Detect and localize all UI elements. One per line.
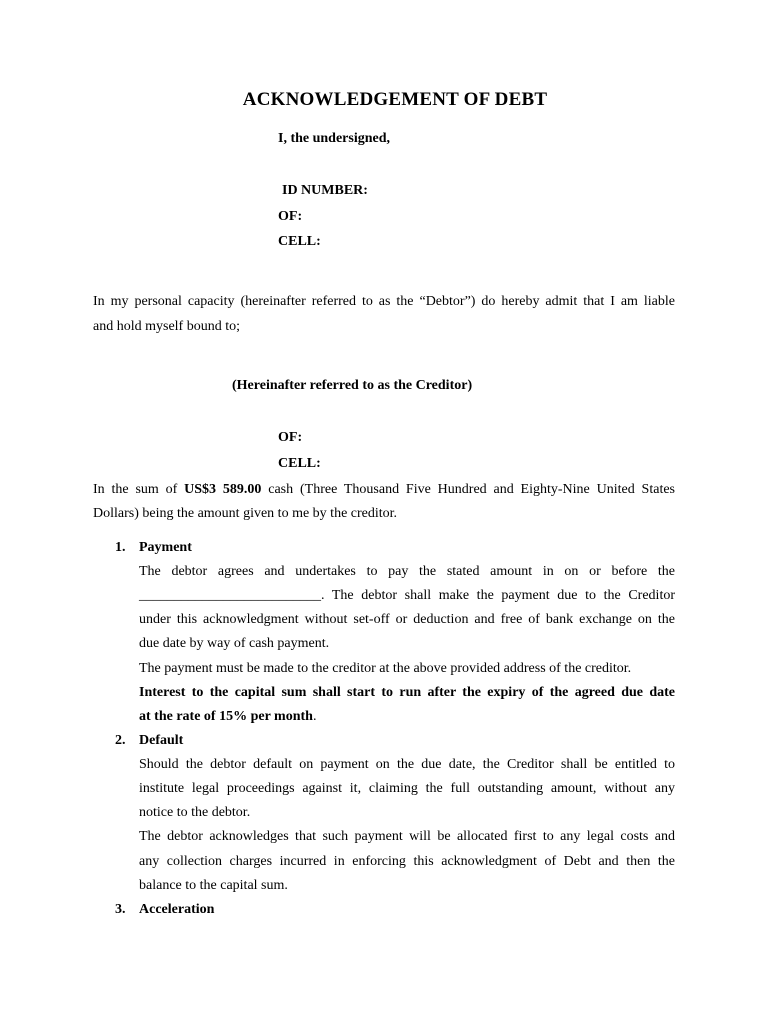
sum-line-2: Dollars) being the amount given to me by the creditor. [93,506,398,521]
payment-line-4: due date by way of cash payment. [139,636,330,651]
default-line-2: institute legal proceedings against it, claiming the full outstanding amount, without any [139,781,675,796]
sum-line-1 [93,482,675,498]
cell-label: CELL: [278,234,321,249]
default-line-1: Should the debtor default on payment on the due date, the Creditor shall be entitled to [139,757,675,772]
default-line-4: The debtor acknowledges that such payment will be allocated first to any legal costs and [139,829,675,844]
default-line-6: balance to the capital sum. [139,878,288,893]
section-heading-payment: Payment [139,540,192,555]
payment-line-2 [139,588,675,604]
creditor-heading: (Hereinafter referred to as the Creditor) [232,378,473,393]
payment-line-2-text: . The debtor shall make the payment due to the Creditor [321,588,675,603]
section-number-default: 2. [115,733,126,748]
sum-prefix: In the sum of [93,482,185,497]
default-line-3: notice to the debtor. [139,805,251,820]
default-line-5: any collection charges incurred in enforcing this acknowledgment of Debt and then the [139,854,675,869]
interest-period: . [312,709,317,724]
payment-line-5: The payment must be made to the creditor at the above provided address of the creditor. [139,661,632,676]
capacity-line-2: and hold myself bound to; [93,319,240,334]
interest-line-1: Interest to the capital sum shall start to run after the expiry of the agreed due date [139,685,675,700]
undersigned-line: I, the undersigned, [278,131,391,146]
payment-line-1: The debtor agrees and undertakes to pay the stated amount in on or before the [139,564,675,579]
payment-line-3: under this acknowledgment without set-off or deduction and free of bank exchange on the [139,612,675,627]
section-number-acceleration: 3. [115,902,126,917]
of-label: OF: [278,209,303,224]
id-number-label: ID NUMBER: [282,183,368,198]
creditor-of-label: OF: [278,430,303,445]
sum-suffix: cash (Three Thousand Five Hundred and Eighty-Nine United States [261,482,676,497]
document-title: ACKNOWLEDGEMENT OF DEBT [242,89,548,110]
capacity-line-1: In my personal capacity (hereinafter referred to as the “Debtor”) do hereby admit that I am liable [93,294,675,309]
creditor-cell-label: CELL: [278,456,321,471]
sum-amount: US$3 589.00 [184,482,262,497]
due-date-blank: __________________________ [139,588,321,603]
interest-line-2 [139,709,316,725]
section-heading-acceleration: Acceleration [139,902,215,917]
interest-rate-text: at the rate of 15% per month [139,709,313,724]
section-heading-default: Default [139,733,184,748]
section-number-payment: 1. [115,540,126,555]
